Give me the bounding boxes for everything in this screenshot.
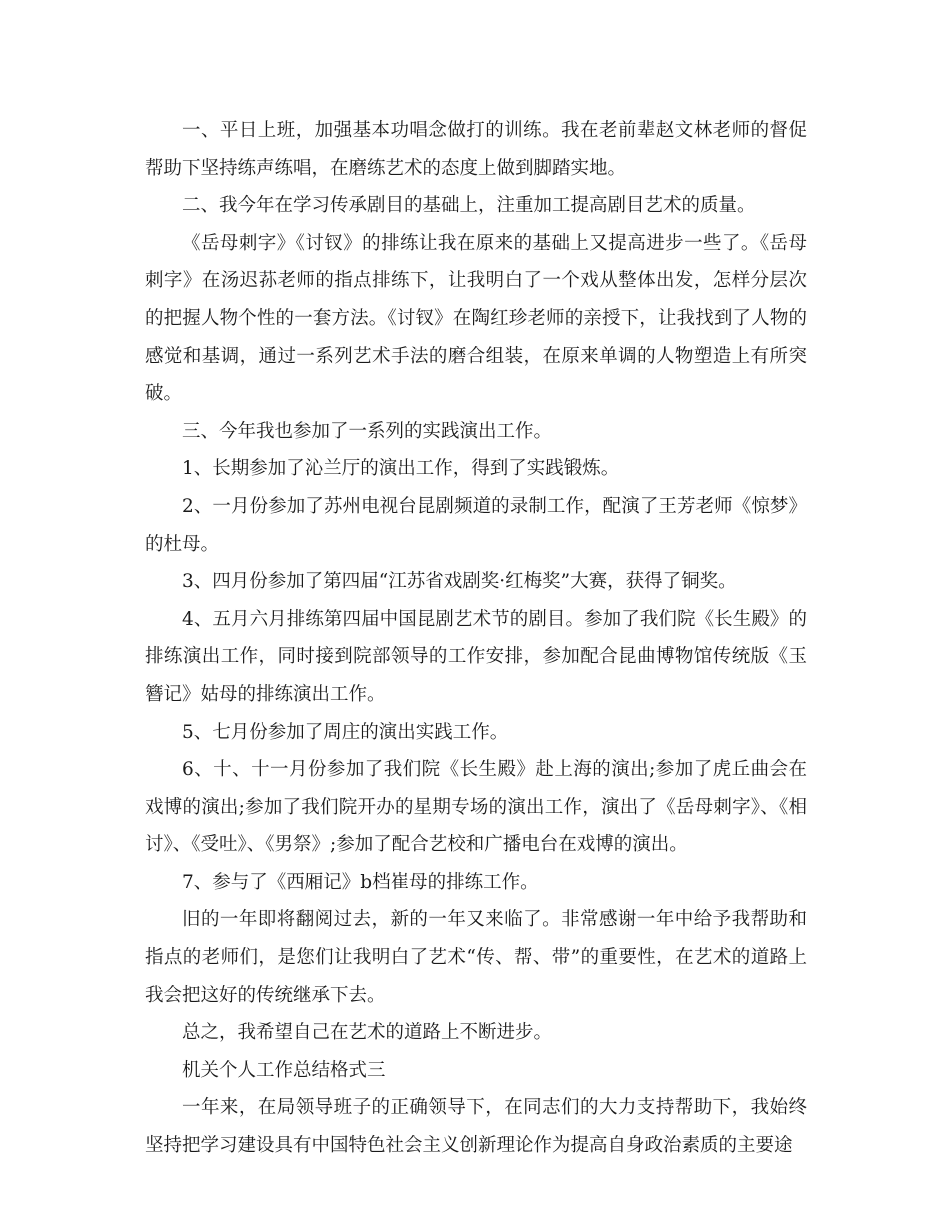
list-item-1: 1、长期参加了沁兰厅的演出工作，得到了实践锻炼。 (182, 458, 620, 480)
list-item-6: 6、十、十一月份参加了我们院《长生殿》赴上海的演出;参加了虎丘曲会在戏博的演出;参加了我们院开办的星期专场的演出工作，演出了《岳母刺字》、《相讨》、《受吐》、《男祭》;参加了配合艺校和广播电台在戏博的演出。 (145, 759, 807, 856)
list-item-5: 5、七月份参加了周庄的演出实践工作。 (182, 721, 509, 743)
section-heading: 机关个人工作总结格式三 (182, 1059, 386, 1081)
paragraph-performance-work: 三、今年我也参加了一系列的实践演出工作。 (182, 420, 553, 442)
document-body (145, 112, 807, 1165)
paragraph-annual-summary: 一年来，在局领导班子的正确领导下，在同志们的大力支持帮助下，我始终坚持把学习建设具有中国特色社会主义创新理论作为提高自身政治素质的主要途 (145, 1097, 807, 1157)
list-item-4: 4、五月六月排练第四届中国昆剧艺术节的剧目。参加了我们院《长生殿》的排练演出工作，同时接到院部领导的工作安排，参加配合昆曲博物馆传统版《玉簪记》姑母的排练演出工作。 (145, 608, 807, 705)
list-item-2: 2、一月份参加了苏州电视台昆剧频道的录制工作，配演了王芳老师《惊梦》的杜母。 (145, 495, 807, 555)
list-item-3: 3、四月份参加了第四届“江苏省戏剧奖·红梅奖”大赛，获得了铜奖。 (182, 571, 737, 593)
list-item-7: 7、参与了《西厢记》b档崔母的排练工作。 (182, 871, 539, 893)
paragraph-conclusion: 总之，我希望自己在艺术的道路上不断进步。 (182, 1022, 553, 1044)
paragraph-repertoire-quality: 二、我今年在学习传承剧目的基础上，注重加工提高剧目艺术的质量。 (182, 195, 756, 217)
paragraph-basic-training: 一、平日上班，加强基本功唱念做打的训练。我在老前辈赵文林老师的督促帮助下坚持练声练唱，在磨练艺术的态度上做到脚踏实地。 (145, 120, 807, 179)
paragraph-rehearsal-progress: 《岳母刺字》《讨钗》的排练让我在原来的基础上又提高进步一些了。《岳母刺字》在汤迟荪老师的指点排练下，让我明白了一个戏从整体出发，怎样分层次的把握人物个性的一套方法。《讨钗》在陶红珍老师的亲授下，让我找到了人物的感觉和基调，通过一系列艺术手法的磨合组装，在原来单调的人物塑造上有所突破。 (145, 232, 807, 405)
paragraph-gratitude: 旧的一年即将翻阅过去，新的一年又来临了。非常感谢一年中给予我帮助和指点的老师们，是您们让我明白了艺术“传、帮、带”的重要性，在艺术的道路上我会把这好的传统继承下去。 (145, 909, 807, 1006)
